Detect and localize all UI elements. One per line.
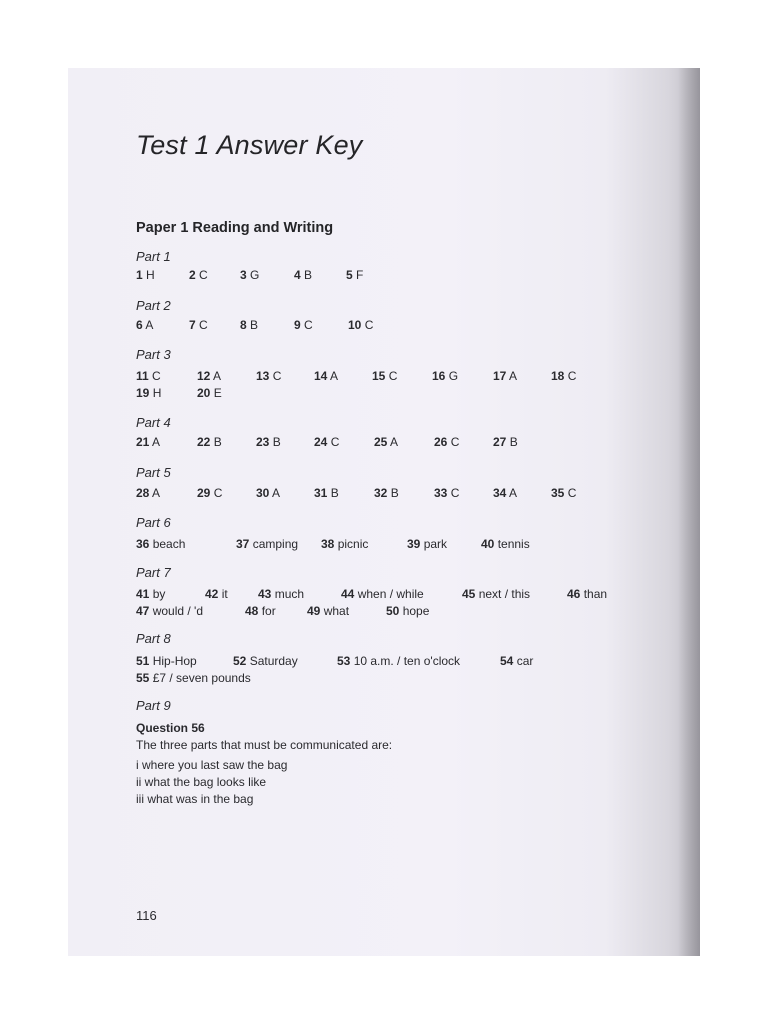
answer-number: 5	[346, 268, 353, 282]
answer-number: 44	[341, 587, 355, 601]
answer-item	[374, 486, 399, 500]
page-gutter-shadow	[678, 68, 700, 956]
answer-value: C	[327, 435, 340, 449]
answer-number: 10	[348, 318, 362, 332]
answer-value: C	[269, 369, 282, 383]
answer-item	[136, 318, 153, 332]
answer-value: H	[142, 268, 155, 282]
answer-value: beach	[149, 537, 186, 551]
answer-item	[567, 587, 607, 601]
answer-number: 1	[136, 268, 143, 282]
answer-number: 3	[240, 268, 247, 282]
answer-item	[197, 369, 221, 383]
answer-number: 18	[551, 369, 565, 383]
answer-value: B	[300, 268, 313, 282]
answer-value: A	[327, 369, 339, 383]
answer-value: next / this	[475, 587, 531, 601]
answer-value: C	[195, 268, 208, 282]
answer-item	[258, 587, 304, 601]
part-label: Part 2	[136, 298, 171, 313]
answer-value: C	[210, 486, 223, 500]
answer-value: would / 'd	[149, 604, 204, 618]
answer-item	[256, 486, 280, 500]
page-title: Test 1 Answer Key	[136, 130, 363, 160]
answer-number: 51	[136, 654, 150, 668]
answer-item	[136, 671, 251, 685]
answer-number: 26	[434, 435, 448, 449]
answer-value: Saturday	[246, 654, 298, 668]
part-label: Part 8	[136, 631, 171, 646]
part-label: Part 4	[136, 415, 171, 430]
answer-number: 8	[240, 318, 247, 332]
answer-number: 6	[136, 318, 143, 332]
answer-item	[136, 486, 160, 500]
scanned-page	[68, 68, 700, 956]
answer-item	[197, 435, 222, 449]
paper-heading: Paper 1 Reading and Writing	[136, 220, 334, 236]
part-label: Part 1	[136, 249, 171, 264]
answer-value: A	[506, 486, 518, 500]
answer-item	[432, 369, 458, 383]
answer-number: 9	[294, 318, 301, 332]
answer-number: 14	[314, 369, 328, 383]
question-56-heading: Question 56	[136, 721, 205, 735]
answer-value: C	[361, 318, 374, 332]
answer-value: tennis	[494, 537, 530, 551]
answer-value: A	[142, 318, 154, 332]
answer-value: what	[320, 604, 350, 618]
answer-value: A	[149, 435, 161, 449]
answer-item	[256, 435, 281, 449]
answer-number: 31	[314, 486, 328, 500]
answer-number: 30	[256, 486, 270, 500]
answer-value: A	[387, 435, 399, 449]
answer-number: 25	[374, 435, 388, 449]
question-56-item: i where you last saw the bag	[136, 758, 288, 772]
answer-number: 2	[189, 268, 196, 282]
answer-number: 39	[407, 537, 421, 551]
answer-item	[337, 654, 460, 668]
answer-value: C	[447, 435, 460, 449]
answer-item	[434, 486, 459, 500]
answer-value: C	[564, 486, 577, 500]
answer-item	[551, 486, 576, 500]
answer-number: 21	[136, 435, 150, 449]
question-56-item: iii what was in the bag	[136, 792, 254, 806]
part-label: Part 6	[136, 515, 171, 530]
answer-value: hope	[399, 604, 430, 618]
answer-value: £7 / seven pounds	[149, 671, 251, 685]
answer-value: park	[420, 537, 448, 551]
answer-number: 40	[481, 537, 495, 551]
answer-value: C	[195, 318, 208, 332]
answer-item	[348, 318, 373, 332]
answer-item	[233, 654, 298, 668]
answer-item	[314, 369, 338, 383]
answer-number: 35	[551, 486, 565, 500]
answer-value: car	[513, 654, 534, 668]
answer-value: B	[387, 486, 399, 500]
answer-item	[372, 369, 397, 383]
answer-value: A	[506, 369, 518, 383]
answer-value: for	[258, 604, 276, 618]
answer-value: picnic	[334, 537, 369, 551]
answer-number: 46	[567, 587, 581, 601]
answer-number: 29	[197, 486, 211, 500]
answer-number: 42	[205, 587, 219, 601]
answer-number: 19	[136, 386, 150, 400]
answer-number: 7	[189, 318, 196, 332]
answer-value: Hip-Hop	[149, 654, 197, 668]
answer-item	[197, 486, 222, 500]
answer-item	[374, 435, 398, 449]
answer-item	[434, 435, 459, 449]
answer-item	[136, 537, 185, 551]
answer-number: 22	[197, 435, 211, 449]
answer-number: 38	[321, 537, 335, 551]
answer-number: 53	[337, 654, 351, 668]
answer-number: 28	[136, 486, 150, 500]
answer-item	[314, 486, 339, 500]
answer-value: C	[385, 369, 398, 383]
answer-number: 24	[314, 435, 328, 449]
answer-value: B	[506, 435, 518, 449]
answer-number: 54	[500, 654, 514, 668]
answer-item	[136, 654, 197, 668]
answer-number: 13	[256, 369, 270, 383]
answer-item	[407, 537, 447, 551]
answer-number: 32	[374, 486, 388, 500]
answer-item	[481, 537, 530, 551]
answer-item	[240, 318, 258, 332]
answer-number: 41	[136, 587, 150, 601]
answer-number: 49	[307, 604, 321, 618]
answer-value: much	[271, 587, 305, 601]
answer-number: 20	[197, 386, 211, 400]
answer-value: when / while	[354, 587, 424, 601]
answer-item	[314, 435, 339, 449]
answer-number: 50	[386, 604, 400, 618]
answer-item	[500, 654, 533, 668]
answer-item	[493, 369, 517, 383]
answer-value: H	[149, 386, 162, 400]
answer-item	[136, 435, 160, 449]
answer-item	[307, 604, 349, 618]
answer-value: 10 a.m. / ten o'clock	[350, 654, 461, 668]
answer-number: 16	[432, 369, 446, 383]
part-label: Part 5	[136, 465, 171, 480]
part-label: Part 3	[136, 347, 171, 362]
answer-item	[346, 268, 363, 282]
answer-number: 45	[462, 587, 476, 601]
answer-number: 47	[136, 604, 150, 618]
answer-item	[462, 587, 530, 601]
answer-item	[136, 268, 155, 282]
answer-value: C	[300, 318, 313, 332]
answer-value: C	[447, 486, 460, 500]
answer-value: A	[269, 486, 281, 500]
answer-value: E	[210, 386, 222, 400]
answer-number: 36	[136, 537, 150, 551]
answer-value: A	[149, 486, 161, 500]
answer-item	[136, 587, 165, 601]
answer-item	[294, 318, 313, 332]
answer-number: 12	[197, 369, 211, 383]
answer-number: 37	[236, 537, 250, 551]
page-number: 116	[136, 908, 157, 923]
answer-number: 15	[372, 369, 386, 383]
answer-item	[236, 537, 298, 551]
answer-value: B	[210, 435, 222, 449]
answer-value: than	[580, 587, 608, 601]
answer-number: 52	[233, 654, 247, 668]
part-label: Part 9	[136, 698, 171, 713]
answer-item	[136, 369, 161, 383]
answer-number: 4	[294, 268, 301, 282]
answer-item	[294, 268, 312, 282]
answer-value: F	[352, 268, 364, 282]
answer-item	[341, 587, 424, 601]
answer-number: 34	[493, 486, 507, 500]
answer-value: camping	[249, 537, 299, 551]
answer-number: 11	[136, 369, 149, 383]
answer-item	[551, 369, 576, 383]
part-label: Part 7	[136, 565, 171, 580]
question-56-item: ii what the bag looks like	[136, 775, 267, 789]
answer-item	[493, 486, 517, 500]
answer-number: 33	[434, 486, 448, 500]
answer-value: G	[445, 369, 459, 383]
answer-item	[245, 604, 276, 618]
answer-number: 23	[256, 435, 270, 449]
answer-item	[240, 268, 259, 282]
answer-value: C	[148, 369, 161, 383]
answer-item	[386, 604, 429, 618]
answer-number: 27	[493, 435, 507, 449]
answer-value: B	[269, 435, 281, 449]
answer-value: B	[246, 318, 259, 332]
answer-item	[321, 537, 368, 551]
answer-value: by	[149, 587, 166, 601]
answer-item	[136, 604, 203, 618]
answer-item	[205, 587, 228, 601]
answer-value: B	[327, 486, 339, 500]
answer-item	[256, 369, 281, 383]
answer-item	[189, 318, 208, 332]
answer-item	[197, 386, 222, 400]
answer-value: C	[564, 369, 577, 383]
answer-number: 55	[136, 671, 150, 685]
answer-number: 17	[493, 369, 507, 383]
answer-item	[189, 268, 208, 282]
answer-value: it	[218, 587, 228, 601]
answer-number: 43	[258, 587, 272, 601]
answer-value: A	[210, 369, 222, 383]
question-56-intro: The three parts that must be communicated are:	[136, 738, 393, 752]
answer-value: G	[246, 268, 260, 282]
answer-item	[493, 435, 518, 449]
answer-number: 48	[245, 604, 259, 618]
answer-item	[136, 386, 161, 400]
